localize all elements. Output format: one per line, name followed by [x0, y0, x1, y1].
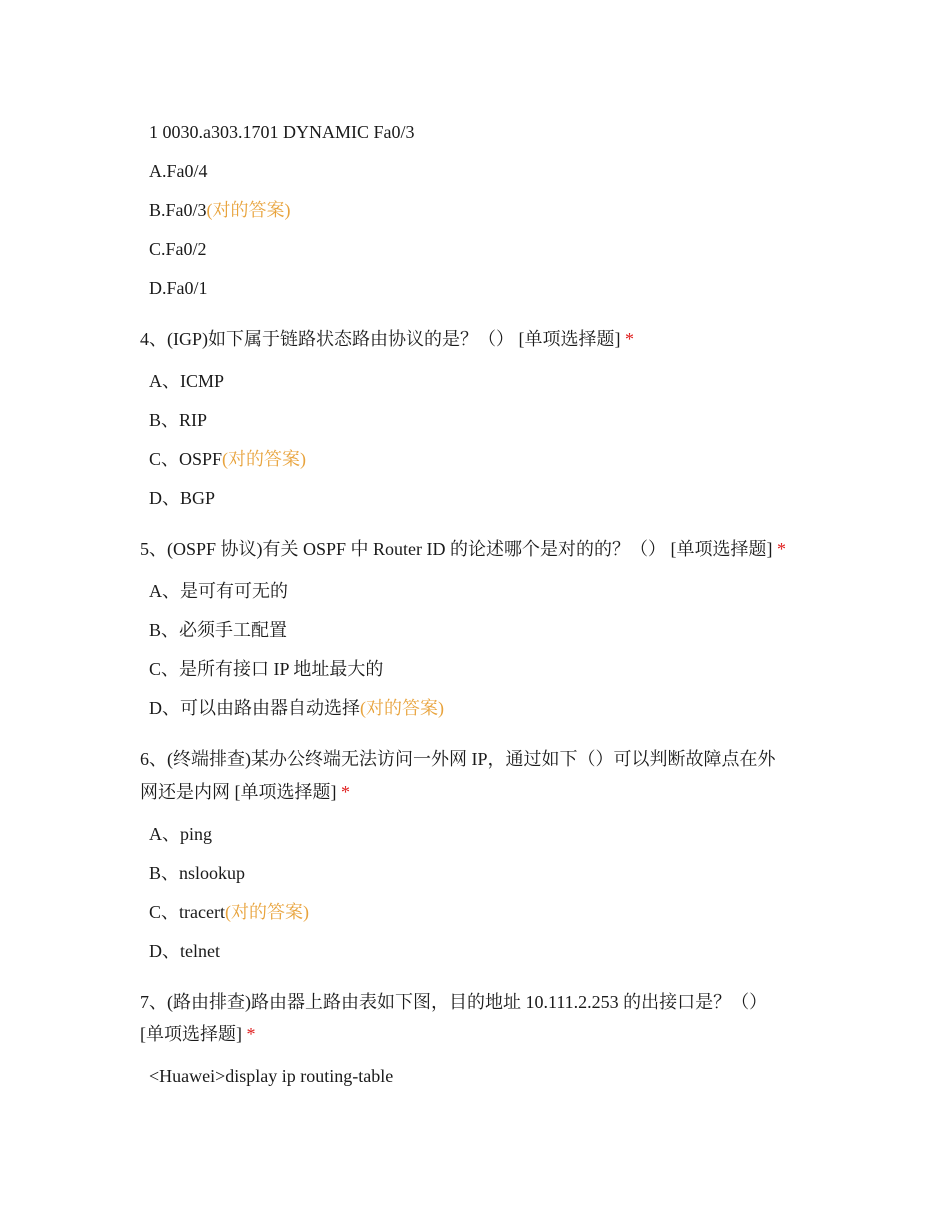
q5-option-a: A、是可有可无的 — [149, 581, 288, 601]
correct-answer-mark: (对的答案) — [360, 698, 444, 718]
q5-question-text: 5、(OSPF 协议)有关 OSPF 中 Router ID 的论述哪个是对的的？（） [单项选择题] * — [140, 539, 787, 559]
q5-option-c: C、是所有接口 IP 地址最大的 — [149, 659, 384, 679]
q6-option-a: A、ping — [149, 824, 212, 844]
q6-question-text-line1: 6、(终端排查)某办公终端无法访问一外网 IP，通过如下（）可以判断故障点在外 — [140, 749, 776, 769]
required-mark: * — [341, 782, 350, 802]
routing-table-command: <Huawei>display ip routing-table — [149, 1066, 394, 1086]
q3-option-d: D.Fa0/1 — [149, 278, 208, 298]
correct-answer-mark: (对的答案) — [224, 902, 309, 922]
q4-option-d: D、BGP — [149, 488, 216, 508]
required-mark: * — [777, 539, 787, 559]
required-mark: * — [246, 1024, 256, 1044]
q6-option-b: B、nslookup — [149, 863, 246, 883]
q3-option-b: B.Fa0/3(对的答案) — [149, 200, 291, 220]
q5-option-d: D、可以由路由器自动选择(对的答案) — [149, 698, 444, 718]
q4-question-text: 4、(IGP)如下属于链路状态路由协议的是？（） [单项选择题] * — [140, 329, 634, 349]
q4-option-b: B、RIP — [149, 410, 208, 430]
q7-question-text-line2: [单项选择题] * — [140, 1024, 256, 1044]
q4-option-c: C、OSPF(对的答案) — [149, 449, 307, 469]
correct-answer-mark: (对的答案) — [222, 449, 307, 469]
q6-option-d: D、telnet — [149, 941, 220, 961]
required-mark: * — [624, 329, 634, 349]
q4-option-a: A、ICMP — [149, 371, 225, 391]
q7-question-text-line1: 7、(路由排查)路由器上路由表如下图，目的地址 10.111.2.253 的出接口是？（） — [140, 992, 768, 1012]
mac-table-row: 1 0030.a303.1701 DYNAMIC Fa0/3 — [149, 122, 415, 142]
q5-option-b: B、必须手工配置 — [149, 620, 288, 640]
q3-option-a: A.Fa0/4 — [149, 161, 208, 181]
q6-question-text-line2: 网还是内网 [单项选择题] * — [140, 782, 350, 802]
q6-option-c: C、tracert(对的答案) — [149, 902, 309, 922]
correct-answer-mark: (对的答案) — [206, 200, 291, 220]
q3-option-c: C.Fa0/2 — [149, 239, 207, 259]
